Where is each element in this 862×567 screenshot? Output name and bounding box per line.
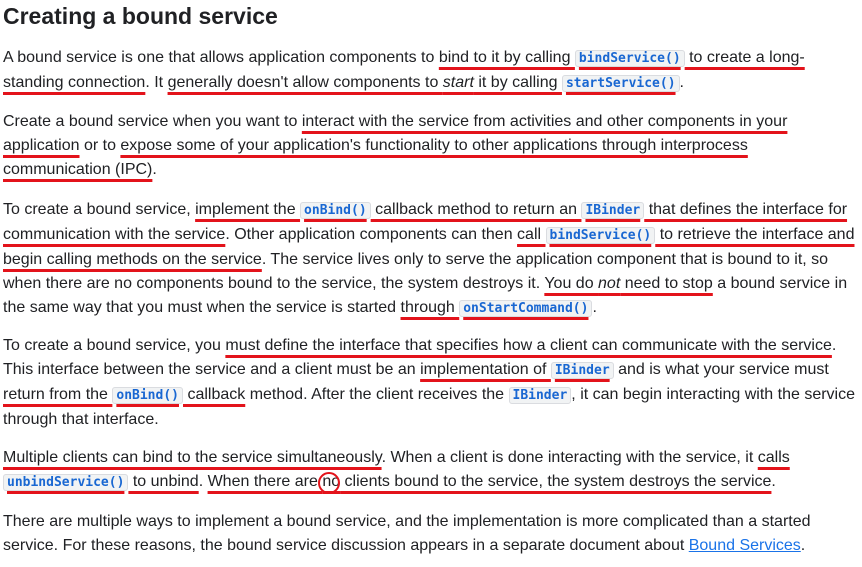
paragraph-4: To create a bound service, you must define the interface that specifies how a client can communicate with the service. This interface between the service and a client must be an implementation of IBinder and is what your service must return from the onBind() callback method. After the client receives the IBinder , it can begin interacting with the service through that interface. [3, 337, 855, 428]
annotation-underline: generally doesn't allow components to start it by calling startService() [168, 74, 680, 91]
annotation-underline: return from the onBind() callback [3, 386, 246, 403]
paragraph-1: A bound service is one that allows application components to bind to it by calling bindService() to create a long-standing connection. It generally doesn't allow components to start it by calling startService() . [3, 49, 805, 91]
annotation-underline: Multiple clients can bind to the service simultaneously [3, 449, 382, 466]
annotation-underline: You do not need to stop [544, 275, 713, 292]
code-IBinder: IBinder [581, 202, 644, 219]
annotation-underline: call bindService() to retrieve the interface and begin calling methods on the service [3, 226, 855, 268]
code-bindService: bindService() [546, 227, 656, 244]
annotation-underline: implementation of IBinder [420, 361, 614, 378]
paragraph-5: Multiple clients can bind to the service simultaneously. When a client is done interacting with the service, it calls unbindService() to unbind. When there are no clients bound to the service, the system destroys the service. [3, 446, 857, 495]
annotation-underline: through onStartCommand() [401, 299, 593, 316]
annotation-underline: implement the onBind() callback method to return an IBinder that defines the interface for communication with the service [3, 201, 848, 243]
code-onBind: onBind() [300, 202, 371, 219]
code-unbindService: unbindService() [3, 474, 128, 491]
paragraph-3: To create a bound service, implement the onBind() callback method to return an IBinder that defines the interface for communication with the service. Other application components can then call bindService() to retrieve the interface and begin calling methods on the service. The service lives only to serve the application component that is bound to it, so when there are no components bound to the service, the system destroys it. You do not need to stop a bound service in the same way that you must when the service is started through onStartCommand() . [3, 201, 855, 316]
code-IBinder: IBinder [551, 362, 614, 379]
annotation-underline: calls unbindService() to unbind [3, 449, 790, 490]
page-title: Creating a bound service [3, 3, 278, 29]
code-IBinder: IBinder [509, 387, 572, 404]
annotation-underline: expose some of your application's functionality to other applications through interprocess communication (IPC) [3, 137, 748, 178]
circled-word-no: no [322, 473, 340, 490]
annotation-underline: interact with the service from activities and other components in your application [3, 113, 788, 154]
code-startService: startService() [562, 75, 680, 92]
annotation-underline: must define the interface that specifies how a client can communicate with the service [225, 337, 832, 354]
paragraph-6: There are multiple ways to implement a bound service, and the implementation is more complicated than a started service. For these reasons, the bound service discussion appears in a separate document about Bound Services. [3, 513, 811, 554]
code-onStartCommand: onStartCommand() [459, 300, 592, 317]
annotation-underline: When there are no clients bound to the service, the system destroys the service [208, 473, 772, 490]
annotation-underline: bind to it by calling bindService() to create a long-standing connection [3, 49, 805, 91]
code-bindService: bindService() [575, 50, 685, 67]
code-onBind: onBind() [112, 387, 183, 404]
paragraph-2: Create a bound service when you want to interact with the service from activities and other components in your application or to expose some of your application's functionality to other applications through interprocess communication (IPC). [3, 113, 788, 178]
bound-services-link[interactable]: Bound Services [688, 537, 801, 554]
